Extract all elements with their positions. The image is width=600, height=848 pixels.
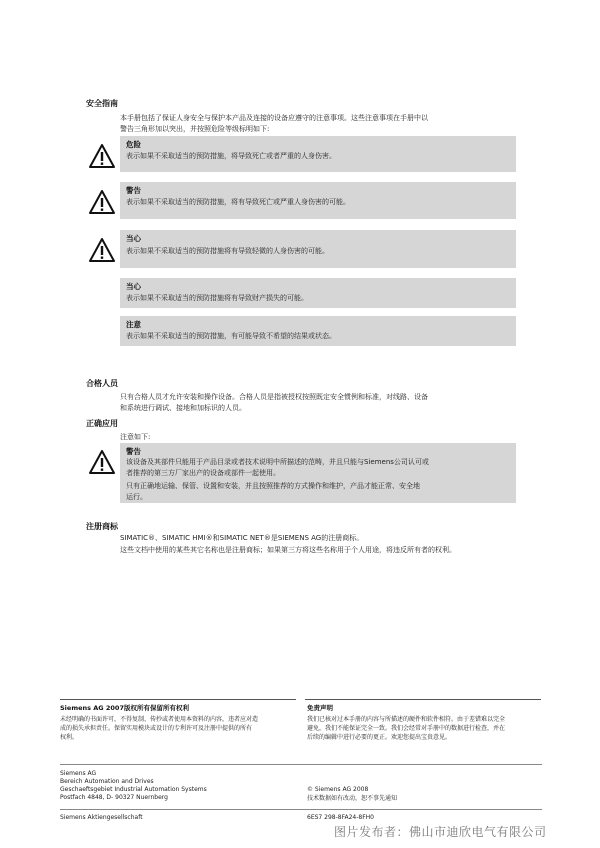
footer-divider bbox=[60, 764, 542, 765]
warning-triangle-icon bbox=[88, 143, 116, 169]
correct-use-line-3: 只有正确地运输、保管、设置和安装，并且按照推荐的方式操作和维护，产品才能正常、安全地 bbox=[126, 482, 420, 490]
trademarks-line-1: SIMATIC®、SIMATIC HMI®和SIMATIC NET®是SIEMENS AG的注册商标。 bbox=[120, 534, 364, 542]
danger-text: 表示如果不采取适当的预防措施，将导致死亡或者严重的人身伤害。 bbox=[126, 152, 336, 160]
address-line-4: Postfach 4848, D- 90327 Nuernberg bbox=[60, 794, 168, 801]
disclaimer-line-1: 我们已核对过本手册的内容与所描述的硬件和软件相符。由于差错难以完全 bbox=[307, 716, 506, 723]
notice-text: 表示如果不采取适当的预防措施，有可能导致不希望的结果或状态。 bbox=[126, 332, 336, 340]
correct-use-heading: 正确应用 bbox=[86, 419, 118, 428]
caution-property-title: 当心 bbox=[126, 282, 141, 291]
copyright-title: Siemens AG 2007版权所有保留所有权利 bbox=[60, 704, 189, 712]
warning-text: 表示如果不采取适当的预防措施，将有导致死亡或严重人身伤害的可能。 bbox=[126, 198, 350, 206]
safety-intro-line-2: 警告三角形加以突出，并按照危险等级标明如下: bbox=[120, 125, 270, 133]
address-line-3: Geschaeftsgebiet Industrial Automation Systems bbox=[60, 786, 207, 793]
warning-box bbox=[120, 182, 516, 219]
tech-data-note: 技术数据如有改动，恕不事先通知 bbox=[307, 795, 398, 802]
correct-use-line-4: 运行。 bbox=[126, 493, 147, 501]
warning-triangle-icon bbox=[88, 237, 116, 263]
order-number: 6ES7 298-8FA24-8FH0 bbox=[307, 814, 374, 821]
correct-use-line-2: 者推荐的第三方厂家出产的设备或部件一起使用。 bbox=[126, 469, 280, 477]
danger-title: 危险 bbox=[126, 140, 141, 149]
warning-title: 警告 bbox=[126, 186, 141, 195]
correct-use-warning-title: 警告 bbox=[126, 447, 141, 456]
warning-triangle-icon bbox=[88, 189, 116, 215]
trademarks-heading: 注册商标 bbox=[86, 522, 118, 531]
safety-heading: 安全指南 bbox=[86, 99, 118, 108]
footer-rule-right bbox=[305, 699, 541, 700]
qualified-heading: 合格人员 bbox=[86, 379, 118, 388]
copyright-2008: © Siemens AG 2008 bbox=[307, 786, 369, 793]
company-name: Siemens Aktiengesellschaft bbox=[60, 814, 143, 821]
footer-bottom-rule bbox=[60, 809, 542, 810]
correct-use-warning-box bbox=[120, 443, 516, 503]
notice-title: 注意 bbox=[126, 320, 141, 329]
address-line-1: Siemens AG bbox=[60, 770, 97, 777]
correct-use-line-1: 该设备及其部件只能用于产品目录或者技术说明中所描述的范畴，并且只能与Siemens公司认可或 bbox=[126, 458, 429, 466]
caution-property-text: 表示如果不采取适当的预防措施将有导致财产损失的可能。 bbox=[126, 294, 308, 302]
danger-box bbox=[120, 136, 516, 172]
qualified-line-1: 只有合格人员才允许安装和操作设备。合格人员是指被授权按照既定安全惯例和标准，对线路、设备 bbox=[120, 393, 428, 401]
disclaimer-title: 免责声明 bbox=[307, 704, 333, 712]
disclaimer-line-3: 后续的编辑中进行必要的更正。欢迎您提出宝贵意见。 bbox=[307, 734, 452, 741]
footer-rule-left bbox=[60, 699, 296, 700]
notice-box bbox=[120, 316, 516, 346]
caution-text: 表示如果不采取适当的预防措施将有导致轻微的人身伤害的可能。 bbox=[126, 247, 329, 255]
qualified-line-2: 和系统进行调试、接地和加标识的人员。 bbox=[120, 404, 246, 412]
copyright-line-1: 未经明确的书面许可，不得复制、传抄或者使用本资料的内容，违者应对造 bbox=[60, 716, 259, 723]
safety-intro-line-1: 本手册包括了保证人身安全与保护本产品及连接的设备应遵守的注意事项。这些注意事项在手册中以 bbox=[120, 114, 428, 122]
caution-box bbox=[120, 230, 516, 268]
caution-title: 当心 bbox=[126, 234, 141, 243]
caution-property-box bbox=[120, 278, 516, 308]
warning-triangle-icon bbox=[88, 449, 116, 475]
correct-use-note: 注意如下: bbox=[120, 433, 151, 441]
address-line-2: Bereich Automation and Drives bbox=[60, 778, 154, 785]
copyright-line-3: 权利。 bbox=[60, 734, 79, 741]
trademarks-line-2: 这些文档中使用的某些其它名称也是注册商标；如果第三方将这些名称用于个人用途，将违反所有者的权利。 bbox=[120, 546, 456, 554]
disclaimer-line-2: 避免，我们不能保证完全一致。我们会经常对手册中的数据进行检查，并在 bbox=[307, 725, 506, 732]
copyright-line-2: 成的损失承担责任。保留实用模块或设计的专利许可及注册中提供的所有 bbox=[60, 725, 253, 732]
watermark-text: 图片发布者：佛山市迪欣电气有限公司 bbox=[334, 825, 547, 839]
